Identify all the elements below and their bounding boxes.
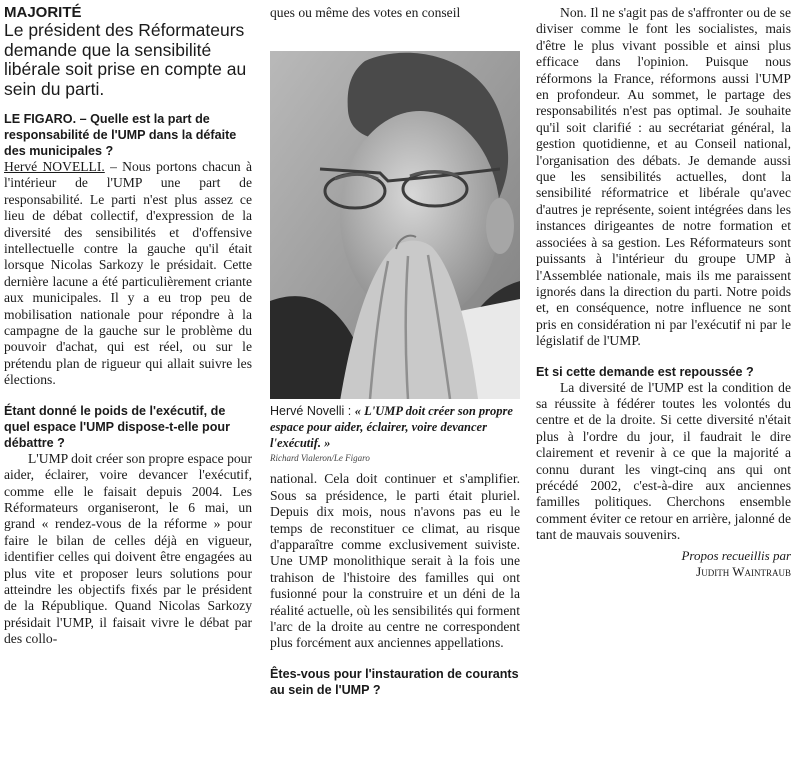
question-4 bbox=[536, 364, 791, 380]
question-3 bbox=[270, 666, 520, 698]
question-3-text: Êtes-vous pour l'instauration de courants au sein de l'UMP ? bbox=[270, 666, 519, 697]
lead-paragraph: Le président des Réformateurs demande que la sensibilité libérale soit prise en compte au sein du parti. bbox=[4, 20, 247, 99]
question-1 bbox=[4, 111, 252, 159]
question-2-text: Étant donné le poids de l'exécutif, de quel espace l'UMP dispose-t-elle pour débattre ? bbox=[4, 403, 231, 450]
speaker-dash: – bbox=[104, 159, 123, 174]
rubric: MAJORITÉ bbox=[4, 4, 82, 21]
photo-caption bbox=[270, 403, 520, 451]
answer-2-continued: ques ou même des votes en conseil bbox=[270, 5, 461, 20]
answer-1-text: Nous portons chacun à l'intérieur de l'UMP une part de responsabilité. Le parti n'est plus assez ce lieu de débat collectif, d'expression de la diversité des sensibilités et d'offensive intellectuelle contre la gauche qu'il était lorsque Nicolas Sarkozy le présidait. Cette dernière lacune a été particulièrement criante aux municipales. Il y a eu trop peu de mobilisation nationale pour répondre à la campagne de la gauche sur le problème du pouvoir d'achat, qui est réel, ou sur le prétendu plan de rigueur qui allait suivre les élections. bbox=[4, 159, 252, 388]
answer-4: La diversité de l'UMP est la condition de sa réussite à fédérer toutes les volontés du centre et de la droite. Si cette diversité n'était plus à l'ordre du jour, il faudrait le dire clairement et revenir à ce que la majorité a connu durant les vingt-cinq ans qui ont précédé 2002, c'est-à-dire aux anciennes familles politiques. Cherchons ensemble comment éviter ce retour en arrière, jalonné de tant de mauvais souvenirs. bbox=[536, 379, 791, 543]
column-1 bbox=[4, 0, 252, 774]
question-1-text: Quelle est la part de responsabilité de l'UMP dans la défaite des municipales ? bbox=[4, 112, 237, 158]
column-3 bbox=[536, 0, 791, 774]
answer-2-part-2: national. Cela doit continuer et s'amplifier. Sous sa présidence, le parti était pluriel. Depuis dix mois, nous n'avons pas eu le temps de reconstituer ce climat, au risque d'apparaître comme exclusivement suiviste. Une UMP monolithique serait à la fois une trahison de l'histoire des familles qui ont fusionné pour la construire et un déni de la réalité actuelle, où les sensibilités qui forment l'arc de la droite au centre ne correspondent plus forcément aux anciennes appellations. bbox=[270, 471, 520, 651]
column-2 bbox=[270, 0, 520, 774]
caption-quote: « L'UMP doit créer son propre espace pour aider, éclairer, voire devancer l'exécutif. » bbox=[270, 404, 513, 451]
speaker-name: Hervé NOVELLI. bbox=[4, 159, 105, 174]
portrait-photo bbox=[270, 51, 520, 399]
question-4-text: Et si cette demande est repoussée ? bbox=[536, 364, 754, 379]
answer-3: Non. Il ne s'agit pas de s'affronter ou de se diviser comme le font les socialistes, mais d'être le plus vivant possible et ainsi plus efficace dans l'opinion. Puisque nous réformons la France, réformons aussi l'UMP en profondeur. Au sommet, le partage des responsabilités n'est pas optimal. Je souhaite qu'il soit clarifié : au secrétariat général, la gestion quotidienne, et au Conseil national, l'organisation des débats. Je demande aussi que les sensibilités actuelles, dont la sensibilité réformatrice et libérale qu'avec d'autres je représente, soient intégrées dans les instances dirigeantes de notre formation et associées à sa gestion. Les Réformateurs sont puissants à l'intérieur du groupe UMP à l'Assemblée nationale, mais ils me paraissent ignorés dans la direction du parti. Notre poids et, en conséquence, notre influence ne sont pris en considération ni par l'exécutif ni par le législatif de l'UMP. bbox=[536, 5, 791, 349]
answer-2-part-1: L'UMP doit créer son propre espace pour aider, éclairer, voire devancer l'exécutif, comme elle le faisait depuis 2004. Les Réformateurs organiseront, le 6 mai, un grand « rendez-vous de la réforme » pour faire le bilan de celles déjà en vigueur, identifier celles qui doivent être engagées au plus vite et proposer leurs solutions pour atteindre les objectifs fixés par le président de la République. Quand Nicolas Sarkozy présidait l'UMP, il faisait vivre le débat par des collo- bbox=[4, 450, 252, 647]
question-1-source: LE FIGARO. – bbox=[4, 112, 91, 126]
signature-intro: Propos recueillis par bbox=[681, 547, 791, 563]
signature-name: Judith Waintraub bbox=[696, 563, 791, 579]
answer-1 bbox=[4, 159, 252, 389]
caption-name: Hervé Novelli : bbox=[270, 404, 355, 419]
question-2 bbox=[4, 403, 252, 451]
photo-credit: Richard Vialeron/Le Figaro bbox=[270, 453, 370, 464]
